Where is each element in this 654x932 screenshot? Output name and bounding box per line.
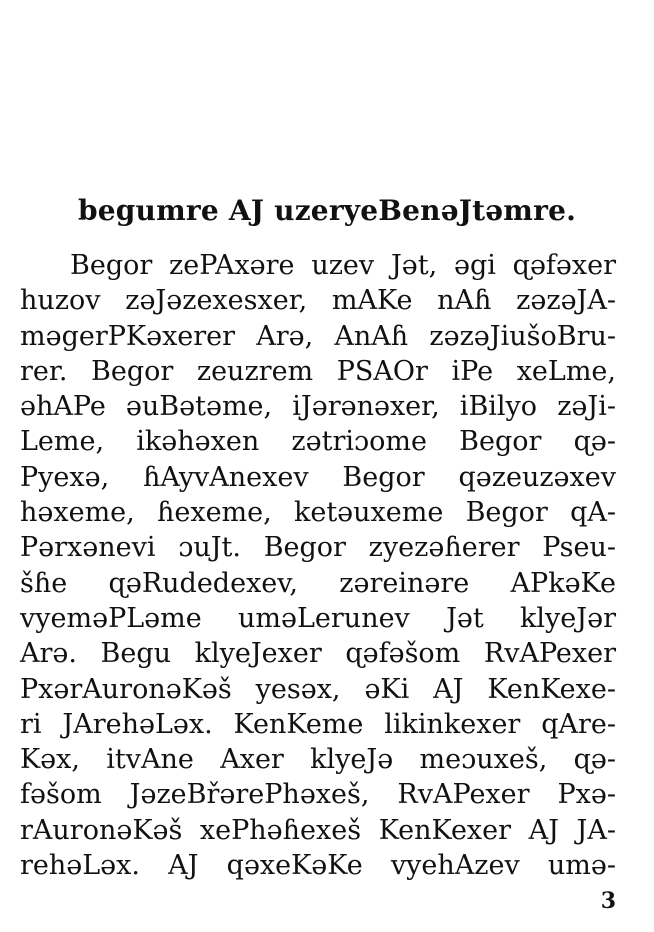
text-line: Kəx, itvAne Axer klyeJə meɔuxeš, ɋə- <box>20 744 616 776</box>
paragraph <box>20 248 616 883</box>
text-line: rehəLəx. AJ qəxeKəKe vyehAzev umə- <box>20 850 616 882</box>
text-line: Leme, ikəhəxen zətriɔome Begor ɋə- <box>20 426 616 458</box>
text-line: Begor zePAxəre uzev Jət, əgi ɋəfəxer <box>70 250 616 281</box>
text-line: Pərxənevi ɔuJt. Begor zyezəɦerer Pseu- <box>20 532 616 564</box>
text-line: həxeme, ɦexeme, ketəuxeme Begor qA- <box>20 497 616 529</box>
page-number: 3 <box>600 888 616 914</box>
chapter-heading: begumre AJ uzeryeBenəJtəmre. <box>77 194 577 227</box>
text-line: rAuronəKəš xePhəɦexeš KenKexer AJ JA- <box>20 814 616 846</box>
text-line: šɦe ɋəRudedexev, zəreinəre APkəKe <box>20 567 616 599</box>
text-line: rer. Begor zeuzrem PSAOr iPe xeLme, <box>20 355 616 387</box>
text-line: məgerPKəxerer Arə, AnAɦ zəzəJiušoBru- <box>20 320 616 352</box>
text-line: fəšom JəzeBřərePhəxeš, RvAPexer Pxə- <box>20 779 616 811</box>
text-line: ri JArehəLəx. KenKeme likinkexer qAre- <box>20 708 616 740</box>
text-line: əhAPe əuBətəme, iJərənəxer, iBilyo zəJi- <box>20 391 616 423</box>
text-line: PxərAuronəKəš yesəx, əKi AJ KenKexe- <box>20 673 616 705</box>
text-line: huzov zəJəzexesxer, mAKe nAɦ zəzəJA- <box>20 285 616 317</box>
text-line: Pyexə, ɦAyvAnexev Begor qəzeuzəxev <box>20 461 616 493</box>
text-line: Arə. Begu klyeJexer ɋəfəšom RvAPexer <box>20 638 616 670</box>
text-line: vyeməPLəme uməLerunev Jət klyeJər <box>20 602 616 634</box>
